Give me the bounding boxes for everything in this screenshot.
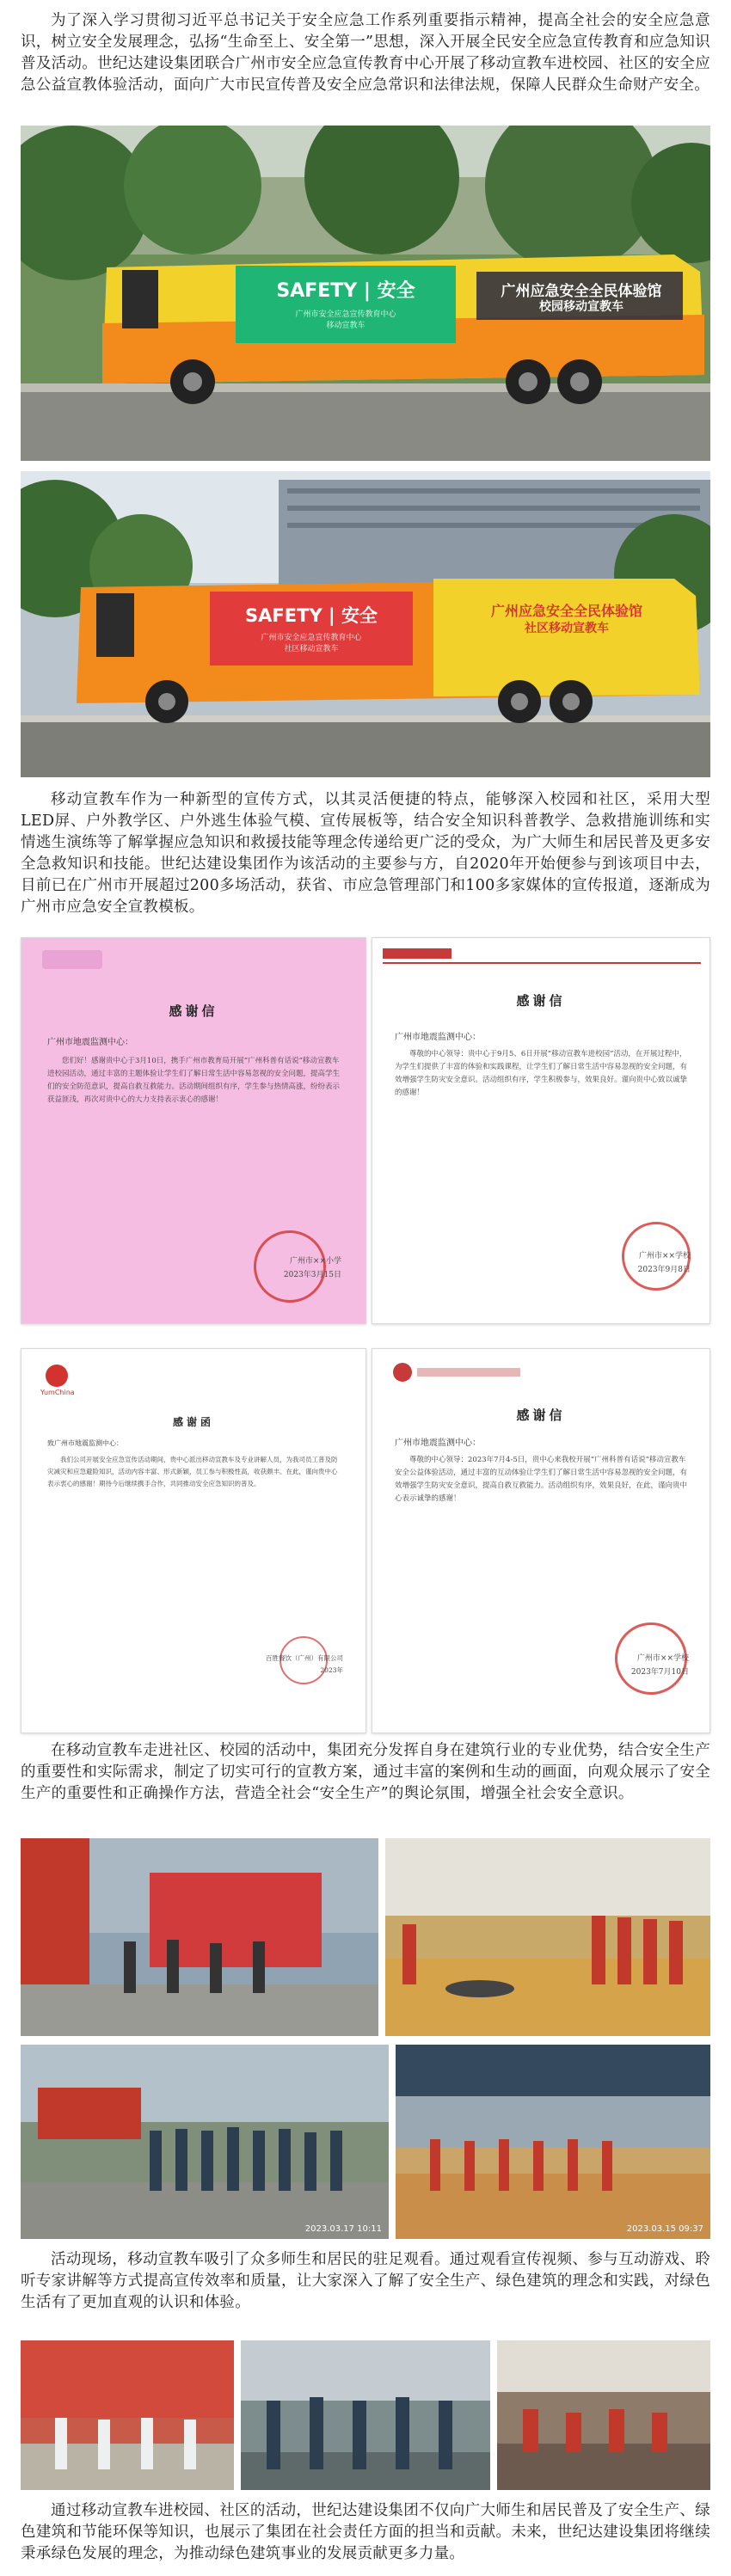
letter-title: 感谢信 bbox=[516, 993, 566, 1009]
letter-header-bar bbox=[417, 1368, 520, 1377]
activity-photo bbox=[21, 2045, 389, 2239]
event-illustration bbox=[385, 1838, 710, 2036]
school-logo bbox=[393, 1363, 412, 1382]
letter-stamp bbox=[247, 1224, 333, 1309]
thank-you-letter bbox=[372, 1348, 710, 1733]
letter-sign-org: 广州市××学校 bbox=[638, 1252, 691, 1260]
bus-photo-community bbox=[21, 471, 710, 777]
letter-sign-date: 2023年 bbox=[320, 1666, 343, 1674]
letter-title: 感谢信 bbox=[516, 1408, 566, 1423]
thank-you-letter bbox=[372, 937, 710, 1324]
letter-header-bar bbox=[383, 947, 701, 964]
letter-recipient: 广州市地震监测中心： bbox=[395, 1033, 481, 1042]
letter-sign-org: 广州市××学校 bbox=[636, 1654, 689, 1663]
bus-side-title: 广州应急安全全民体验馆 bbox=[490, 603, 642, 619]
activity-photo bbox=[21, 2340, 234, 2490]
activity-photo bbox=[241, 2340, 490, 2490]
event-illustration bbox=[21, 2045, 389, 2239]
letter-logo-text: YumChina bbox=[40, 1389, 75, 1396]
letter-body: 我们公司开展安全应急宣传活动期间，贵中心派出移动宣教车及专业讲解人员，为我司员工普及防灾减灾和应急避险知识，活动内容丰富、形式新颖，员工参与积极性高，收获颇丰。在此，谨向贵中心表示衷心的感谢！期待今后继续携手合作，共同推动安全应急知识的普及。 bbox=[47, 1456, 338, 1487]
event-illustration bbox=[497, 2340, 710, 2490]
bus-side-subtitle: 社区移动宣教车 bbox=[525, 622, 609, 635]
event-illustration bbox=[396, 2045, 710, 2239]
event-illustration bbox=[21, 1838, 378, 2036]
bus-screen-subtext: 广州市安全应急宣传教育中心 社区移动宣教车 bbox=[261, 634, 362, 653]
letter-recipient: 致广州市地震监测中心： bbox=[47, 1439, 123, 1447]
bus-side-title: 广州应急安全全民体验馆 bbox=[501, 283, 662, 300]
letter-title: 感谢信 bbox=[169, 1003, 218, 1019]
activity-photo bbox=[385, 1838, 710, 2036]
bus-description-paragraph: 移动宣教车作为一种新型的宣传方式，以其灵活便捷的特点，能够深入校园和社区，采用大型LED屏、户外教学区、户外逃生体验气模、宣传展板等，结合安全知识科普教学、急救措施训练和实情逃生演练等了解掌握应急知识和救援技能等理念传递给更广泛的受众，为广大师生和居民普及更多安全急救知识和技能。世纪达建设集团作为该活动的主要参与方，自2020年开始便参与到该项目中去，目前已在广州市开展超过200多场活动，获省、市应急管理部门和100多家媒体的宣传报道，逐渐成为广州市应急安全宣教模板。 bbox=[21, 791, 710, 916]
photo-timestamp: 2023.03.15 09:37 bbox=[626, 2224, 703, 2234]
bus-screen-text: SAFETY | 安全 bbox=[245, 605, 378, 626]
education-paragraph: 在移动宣教车走进社区、校园的活动中，集团充分发挥自身在建筑行业的专业优势，结合安全生产的重要性和实际需求，制定了切实可行的宣教方案，通过丰富的案例和生动的画面，向观众展示了安全生产的重要性和正确操作方法，营造全社会“安全生产”的舆论氛围，增强全社会安全意识。 bbox=[21, 1742, 710, 1802]
activity-photo bbox=[21, 1838, 378, 2036]
letter-header-logo bbox=[42, 950, 102, 969]
letter-sign-org: 广州市××小学 bbox=[289, 1257, 341, 1266]
photo-timestamp: 2023.03.17 10:11 bbox=[304, 2224, 382, 2234]
event-illustration bbox=[241, 2340, 490, 2490]
letter-sign-org: 百胜餐饮（广州）有限公司 bbox=[266, 1654, 343, 1662]
activity-photo bbox=[396, 2045, 710, 2239]
letter-sign-date: 2023年7月10日 bbox=[630, 1668, 689, 1677]
letter-title: 感谢函 bbox=[172, 1416, 214, 1428]
bus-screen-text: SAFETY | 安全 bbox=[276, 280, 415, 302]
yumchina-logo bbox=[46, 1365, 68, 1387]
letter-body: 您们好！感谢贵中心于3月10日，携手广州市教育局开展“广州科普有话说”移动宣教车进校园活动，通过丰富的主题体验让学生们了解日常生活中容易忽视的安全问题，提高学生们的安全防范意识，提高自救互救能力。活动期间组织有序，学生参与热情高涨，纷纷表示获益匪浅，再次对贵中心的大力支持表示衷心的感谢！ bbox=[47, 1057, 341, 1104]
bus-side-subtitle: 校园移动宣教车 bbox=[539, 300, 624, 314]
letter-body: 尊敬的中心领导：贵中心于9月5、6日开展“移动宣教车进校园”活动，在开展过程中，为学生们提供了丰富的体验和实践课程，让学生们了解日常生活中容易忽视的安全问题，有效增强学生防灾安全意识。活动组织有序，学生积极参与，效果良好。谨向贵中心致以诚挚的感谢！ bbox=[395, 1050, 688, 1097]
intro-paragraph: 为了深入学习贯彻习近平总书记关于安全应急工作系列重要指示精神，提高全社会的安全应急意识，树立安全发展理念，弘扬“生命至上、安全第一”思想，深入开展全民安全应急宣传教育和应急知识普及活动。世纪达建设集团联合广州市安全应急宣传教育中心开展了移动宣教车进校园、社区的安全应急公益宣教体验活动，面向广大市民宣传普及安全应急常识和法律法规，保障人民群众生命财产安全。 bbox=[21, 12, 710, 94]
letter-sign-date: 2023年9月8日 bbox=[637, 1266, 691, 1274]
activity-paragraph: 活动现场，移动宣教车吸引了众多师生和居民的驻足观看。通过观看宣传视频、参与互动游戏、聆听专家讲解等方式提高宣传效率和质量，让大家深入了解了安全生产、绿色建筑的理念和实践，对绿色生活有了更加直观的认识和体验。 bbox=[21, 2251, 710, 2311]
letter-body: 尊敬的中心领导：2023年7月4-5日，贵中心来我校开展“广州科普有话说”移动宣教车安全公益体验活动，通过丰富的互动体验让学生们了解日常生活中容易忽视的安全问题，有效增强学生防灾安全意识，提高自救互救能力。活动组织有序，效果良好，在此，谨向贵中心表示诚挚的感谢！ bbox=[395, 1456, 688, 1503]
letter-recipient: 广州市地震监测中心： bbox=[47, 1038, 133, 1047]
thank-you-letter bbox=[21, 937, 366, 1324]
bus-screen-subtext: 广州市安全应急宣传教育中心 移动宣教车 bbox=[295, 310, 396, 330]
thank-you-letter bbox=[21, 1348, 366, 1733]
event-illustration bbox=[21, 2340, 234, 2490]
bus-photo-campus bbox=[21, 126, 710, 461]
letter-recipient: 广州市地震监测中心： bbox=[395, 1438, 481, 1448]
activity-photo bbox=[497, 2340, 710, 2490]
letter-sign-date: 2023年3月15日 bbox=[283, 1271, 341, 1279]
conclusion-paragraph: 通过移动宣教车进校园、社区的活动，世纪达建设集团不仅向广大师生和居民普及了安全生产、绿色建筑和节能环保等知识，也展示了集团在社会责任方面的担当和贡献。未来，世纪达建设集团将继续秉承绿色发展的理念，为推动绿色建筑事业的发展贡献更多力量。 bbox=[21, 2502, 710, 2562]
